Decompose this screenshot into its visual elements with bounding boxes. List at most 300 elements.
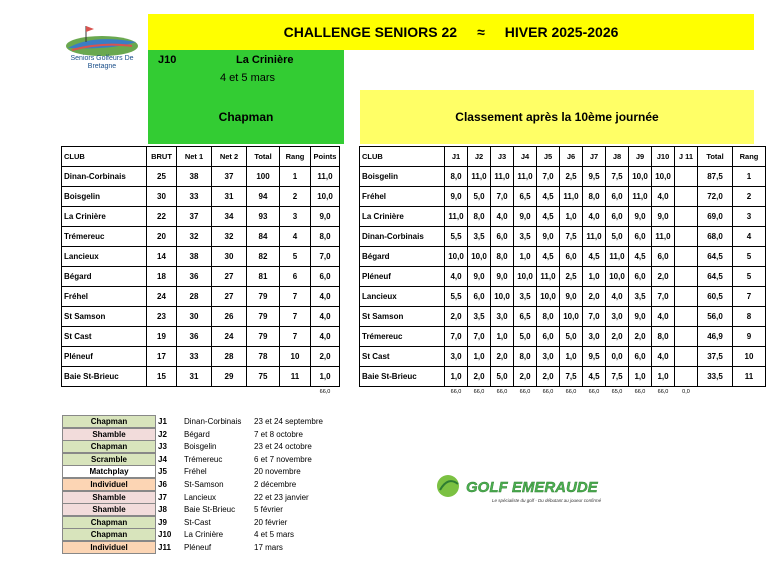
standings-row — [360, 187, 766, 207]
round-table-header: CLUB — [62, 147, 147, 167]
standings-cell: 3,5 — [468, 307, 491, 327]
standings-row — [360, 327, 766, 347]
standings-cell: 1,0 — [468, 347, 491, 367]
title-symbol: ≈ — [477, 24, 485, 40]
round-table-cell: 79 — [247, 307, 280, 327]
standings-cell: 6,5 — [514, 187, 537, 207]
round-table-cell: 18 — [147, 267, 177, 287]
standings-cell: 2 — [733, 187, 766, 207]
standings-cell: 7,5 — [560, 227, 583, 247]
round-table-cell: 11,0 — [311, 167, 340, 187]
standings-row — [360, 287, 766, 307]
round-table-cell: 6,0 — [311, 267, 340, 287]
calendar-format-badge: Chapman — [62, 440, 156, 453]
round-table-cell: Pléneuf — [62, 347, 147, 367]
standings-cell: 11,0 — [514, 167, 537, 187]
calendar-club: Bégard — [184, 429, 210, 439]
round-table-row — [62, 347, 340, 367]
standings-header: J10 — [652, 147, 675, 167]
calendar-format-badge: Individuel — [62, 478, 156, 491]
standings-cell: 11,0 — [445, 207, 468, 227]
standings-cell: 4,5 — [537, 247, 560, 267]
calendar-row — [62, 428, 362, 441]
round-table-row — [62, 287, 340, 307]
standings-cell: 6,0 — [629, 227, 652, 247]
standings-header: J 11 — [675, 147, 698, 167]
round-table-row — [62, 247, 340, 267]
sponsor-tagline: Le spécialiste du golf - Du débutant au joueur confirmé — [492, 498, 602, 503]
round-table-cell: 30 — [177, 307, 212, 327]
standings-cell: 4,0 — [491, 207, 514, 227]
standings-cell: 4,0 — [583, 207, 606, 227]
standings-cell — [675, 287, 698, 307]
round-table-cell: 26 — [212, 307, 247, 327]
calendar-format-badge: Shamble — [62, 503, 156, 516]
calendar-format-badge: Chapman — [62, 516, 156, 529]
calendar-date: 20 novembre — [254, 467, 301, 477]
standings-cell: 11,0 — [560, 187, 583, 207]
standings-cell: 56,0 — [698, 307, 733, 327]
calendar-format-badge: Chapman — [62, 415, 156, 428]
round-table-cell: 10 — [280, 347, 311, 367]
standings-footer-cell: 65,0 — [611, 389, 623, 395]
standings-cell: 9,0 — [629, 307, 652, 327]
standings-footer-cell: 66,0 — [450, 389, 462, 395]
standings-cell: 11,0 — [629, 187, 652, 207]
standings-cell: 2,0 — [606, 327, 629, 347]
standings-cell: 1,0 — [514, 247, 537, 267]
standings-cell: 3,5 — [514, 287, 537, 307]
round-table-cell: Boisgelin — [62, 187, 147, 207]
round-table-cell: 29 — [212, 367, 247, 387]
calendar-format-badge: Chapman — [62, 528, 156, 541]
standings-cell: 6,0 — [560, 247, 583, 267]
standings-cell: 0,0 — [606, 347, 629, 367]
round-table-header: Rang — [280, 147, 311, 167]
standings-cell: Fréhel — [360, 187, 445, 207]
standings-cell — [675, 227, 698, 247]
standings-cell — [675, 307, 698, 327]
standings-cell — [675, 327, 698, 347]
standings-cell: 9,5 — [583, 347, 606, 367]
standings-cell: 1,0 — [445, 367, 468, 387]
round-table-cell: 7,0 — [311, 247, 340, 267]
round-date: 4 et 5 mars — [220, 72, 276, 84]
logo-text: Seniors Golfeurs De Bretagne — [70, 55, 134, 70]
standings-cell: 4,5 — [583, 247, 606, 267]
calendar-round: J4 — [158, 454, 167, 464]
round-table-cell: 81 — [247, 267, 280, 287]
round-table-row — [62, 327, 340, 347]
calendar-date: 17 mars — [254, 543, 283, 552]
standings-header: J4 — [514, 147, 537, 167]
standings-cell: 1 — [733, 167, 766, 187]
calendar-date: 6 et 7 novembre — [254, 454, 312, 464]
calendar-row — [62, 440, 362, 453]
round-table-cell: 4,0 — [311, 307, 340, 327]
round-table-header: Points — [311, 147, 340, 167]
standings-header: J8 — [606, 147, 629, 167]
standings-cell — [675, 167, 698, 187]
standings-cell: 2,0 — [445, 307, 468, 327]
calendar-format-badge: Shamble — [62, 491, 156, 504]
standings-cell: 3,5 — [629, 287, 652, 307]
standings-cell: 4,0 — [652, 307, 675, 327]
standings-cell: 10,0 — [629, 167, 652, 187]
standings-cell: 7,0 — [468, 327, 491, 347]
standings-footer-cell: 66,0 — [496, 389, 508, 395]
standings-cell: 11 — [733, 367, 766, 387]
round-table-cell: 36 — [177, 327, 212, 347]
standings-cell: 2,0 — [629, 327, 652, 347]
round-table-cell: 93 — [247, 207, 280, 227]
round-table-row — [62, 187, 340, 207]
round-table-cell: 11 — [280, 367, 311, 387]
standings-cell: 5,5 — [445, 227, 468, 247]
round-table-header: Total — [247, 147, 280, 167]
standings-cell: 11,0 — [583, 227, 606, 247]
standings-cell: 7,0 — [652, 287, 675, 307]
standings-cell: 8,0 — [652, 327, 675, 347]
calendar-round: J3 — [158, 442, 167, 452]
standings-table — [359, 146, 766, 397]
standings-cell: 8,0 — [583, 187, 606, 207]
standings-cell: 2,0 — [652, 267, 675, 287]
round-table-row — [62, 167, 340, 187]
round-table-cell: 100 — [247, 167, 280, 187]
round-table-cell: 84 — [247, 227, 280, 247]
round-table-cell: 3 — [280, 207, 311, 227]
standings-cell: 4,5 — [537, 207, 560, 227]
calendar-format-badge: Shamble — [62, 428, 156, 441]
standings-cell: 10,0 — [606, 267, 629, 287]
title-left: CHALLENGE SENIORS 22 — [283, 24, 458, 40]
round-table-cell: 75 — [247, 367, 280, 387]
standings-footer-cell: 66,0 — [473, 389, 485, 395]
standings-cell: 3 — [733, 207, 766, 227]
round-table-footer-cell — [62, 387, 147, 398]
standings-cell: Boisgelin — [360, 167, 445, 187]
standings-cell: 6,0 — [606, 187, 629, 207]
standings-header: Rang — [733, 147, 766, 167]
standings-cell: 10,0 — [537, 287, 560, 307]
round-table-cell: 9,0 — [311, 207, 340, 227]
round-table-cell: 27 — [212, 267, 247, 287]
standings-cell: 7,0 — [537, 167, 560, 187]
standings-row — [360, 227, 766, 247]
standings-header: J3 — [491, 147, 514, 167]
round-table-cell: 27 — [212, 287, 247, 307]
standings-footer-cell — [698, 387, 733, 398]
round-table-cell: 1 — [280, 167, 311, 187]
standings-cell: 5,0 — [468, 187, 491, 207]
standings-cell: 1,0 — [629, 367, 652, 387]
standings-cell: 10,0 — [652, 167, 675, 187]
standings-cell — [675, 267, 698, 287]
round-table-cell: 38 — [177, 247, 212, 267]
standings-cell: 10,0 — [468, 247, 491, 267]
calendar-row — [62, 491, 362, 504]
standings-cell: 7 — [733, 287, 766, 307]
standings-row — [360, 167, 766, 187]
calendar-round: J7 — [158, 492, 167, 502]
standings-cell: 2,0 — [537, 367, 560, 387]
round-table-cell: 28 — [212, 347, 247, 367]
standings-cell: 64,5 — [698, 247, 733, 267]
standings-cell: 11,0 — [468, 167, 491, 187]
round-table-cell: 22 — [147, 207, 177, 227]
calendar-club: Pléneuf — [184, 543, 212, 552]
round-table-cell: 94 — [247, 187, 280, 207]
calendar-club: Trémereuc — [184, 454, 223, 464]
calendar-format-badge: Scramble — [62, 453, 156, 466]
round-table-row — [62, 307, 340, 327]
round-table-cell: 79 — [247, 287, 280, 307]
standings-cell: 9,0 — [652, 207, 675, 227]
calendar-date: 7 et 8 octobre — [254, 429, 303, 439]
calendar-date: 23 et 24 septembre — [254, 417, 323, 426]
standings-row — [360, 247, 766, 267]
standings-cell: 9 — [733, 327, 766, 347]
calendar-round: J11 — [158, 543, 171, 552]
round-table-cell: 17 — [147, 347, 177, 367]
round-table-header: Net 2 — [212, 147, 247, 167]
standings-cell: 11,0 — [537, 267, 560, 287]
round-table-cell: 33 — [177, 187, 212, 207]
round-table-cell: 82 — [247, 247, 280, 267]
round-table-cell: 8,0 — [311, 227, 340, 247]
standings-cell: 3,0 — [537, 347, 560, 367]
standings-cell: 6,0 — [652, 247, 675, 267]
round-table-cell: 34 — [212, 207, 247, 227]
calendar-date: 2 décembre — [254, 480, 297, 489]
standings-cell: 5,0 — [606, 227, 629, 247]
standings-cell: 60,5 — [698, 287, 733, 307]
standings-footer-cell — [733, 387, 766, 398]
standings-row — [360, 307, 766, 327]
sponsor-name: GOLF EMERAUDE — [466, 479, 598, 496]
round-table-cell: St Cast — [62, 327, 147, 347]
calendar-club: Baie St-Brieuc — [184, 505, 236, 515]
calendar-row — [62, 516, 362, 529]
round-table-cell: Fréhel — [62, 287, 147, 307]
round-table-cell: 4 — [280, 227, 311, 247]
calendar-club: La Crinière — [184, 530, 224, 540]
standings-row — [360, 367, 766, 387]
standings-cell: Trémereuc — [360, 327, 445, 347]
round-table-cell: 32 — [177, 227, 212, 247]
standings-cell — [675, 247, 698, 267]
standings-cell: 9,0 — [514, 207, 537, 227]
round-table-cell: 7 — [280, 287, 311, 307]
standings-footer-cell: 66,0 — [634, 389, 646, 395]
standings-cell: 4 — [733, 227, 766, 247]
title-right: HIVER 2025-2026 — [504, 24, 619, 40]
round-table-cell: 37 — [177, 207, 212, 227]
sponsor-logo — [432, 470, 672, 506]
calendar-row — [62, 415, 362, 428]
round-table-cell: 30 — [212, 247, 247, 267]
round-table-header: Net 1 — [177, 147, 212, 167]
standings-row — [360, 207, 766, 227]
standings-cell: 10,0 — [514, 267, 537, 287]
standings-cell: 46,9 — [698, 327, 733, 347]
standings-row — [360, 347, 766, 367]
round-table-cell: 4,0 — [311, 287, 340, 307]
standings-cell — [675, 347, 698, 367]
round-table-cell: 7 — [280, 327, 311, 347]
round-table-cell: 31 — [177, 367, 212, 387]
standings-cell: 87,5 — [698, 167, 733, 187]
standings-cell: 4,0 — [652, 187, 675, 207]
calendar-round: J6 — [158, 480, 167, 489]
standings-cell: 1,0 — [583, 267, 606, 287]
standings-cell: 8 — [733, 307, 766, 327]
round-table-cell: Dinan-Corbinais — [62, 167, 147, 187]
standings-cell: Dinan-Corbinais — [360, 227, 445, 247]
standings-cell: 6,0 — [629, 267, 652, 287]
round-table-row — [62, 367, 340, 387]
round-table-cell: 6 — [280, 267, 311, 287]
standings-cell: 8,0 — [468, 207, 491, 227]
standings-cell: 4,5 — [629, 247, 652, 267]
calendar-date: 4 et 5 mars — [254, 530, 295, 540]
round-table-cell: 32 — [212, 227, 247, 247]
calendar-round: J1 — [158, 417, 167, 426]
standings-cell: 2,5 — [560, 267, 583, 287]
round-table-cell: St Samson — [62, 307, 147, 327]
standings-cell: 2,0 — [468, 367, 491, 387]
calendar-club: Lancieux — [184, 492, 217, 502]
standings-cell: 69,0 — [698, 207, 733, 227]
round-table-cell: 36 — [177, 267, 212, 287]
standings-cell: 10 — [733, 347, 766, 367]
standings-cell: 9,0 — [629, 207, 652, 227]
calendar-format-badge: Matchplay — [62, 465, 156, 478]
calendar-round: J2 — [158, 429, 167, 439]
standings-cell: 7,5 — [560, 367, 583, 387]
standings-cell: 9,0 — [537, 227, 560, 247]
standings-cell: 10,0 — [491, 287, 514, 307]
standings-cell: 9,0 — [560, 287, 583, 307]
standings-cell: 4,5 — [537, 187, 560, 207]
round-table-footer-cell — [247, 387, 280, 398]
calendar-club: St-Samson — [184, 480, 224, 489]
calendar-club: St-Cast — [184, 517, 211, 527]
standings-cell: 6,0 — [537, 327, 560, 347]
round-table-footer-cell — [147, 387, 177, 398]
standings-footer-cell: 66,0 — [542, 389, 554, 395]
round-table-cell: Trémereuc — [62, 227, 147, 247]
calendar-row — [62, 465, 362, 478]
standings-cell: 6,0 — [491, 227, 514, 247]
standings-footer-cell: 66,0 — [519, 389, 531, 395]
calendar-row — [62, 503, 362, 516]
round-table-cell: 14 — [147, 247, 177, 267]
calendar-date: 20 février — [254, 517, 288, 527]
round-table-cell: 25 — [147, 167, 177, 187]
standings-cell: 1,0 — [491, 327, 514, 347]
standings-cell: 1,0 — [560, 347, 583, 367]
round-table-cell: 20 — [147, 227, 177, 247]
calendar-date: 5 février — [254, 505, 283, 515]
standings-header: CLUB — [360, 147, 445, 167]
round-table-cell: 24 — [212, 327, 247, 347]
standings-cell: St Samson — [360, 307, 445, 327]
round-table-cell: Bégard — [62, 267, 147, 287]
standings-header: J5 — [537, 147, 560, 167]
round-info-panel — [148, 50, 344, 144]
round-venue: La Crinière — [236, 54, 294, 66]
standings-cell: 6,0 — [468, 287, 491, 307]
standings-cell: 72,0 — [698, 187, 733, 207]
round-table-cell: 15 — [147, 367, 177, 387]
standings-cell: 3,5 — [514, 227, 537, 247]
round-table-footer-cell — [212, 387, 247, 398]
standings-cell: 9,0 — [468, 267, 491, 287]
calendar-club: Fréhel — [184, 467, 207, 477]
standings-cell — [675, 187, 698, 207]
standings-cell: 4,0 — [652, 347, 675, 367]
standings-header: J9 — [629, 147, 652, 167]
standings-header: J1 — [445, 147, 468, 167]
standings-cell: 64,5 — [698, 267, 733, 287]
round-table-row — [62, 267, 340, 287]
calendar-format-badge: Individuel — [62, 541, 156, 554]
standings-cell: 1,0 — [652, 367, 675, 387]
round-table-cell: 23 — [147, 307, 177, 327]
round-table-cell: 38 — [177, 167, 212, 187]
round-table-cell: 24 — [147, 287, 177, 307]
round-table-cell: 2,0 — [311, 347, 340, 367]
standings-cell: 8,0 — [514, 347, 537, 367]
round-table-cell: 19 — [147, 327, 177, 347]
standings-cell: 8,0 — [445, 167, 468, 187]
standings-cell: 3,0 — [583, 327, 606, 347]
standings-header: Total — [698, 147, 733, 167]
standings-cell: 5 — [733, 247, 766, 267]
standings-footer-cell — [360, 387, 445, 398]
round-table-cell: 1,0 — [311, 367, 340, 387]
standings-cell: 37,5 — [698, 347, 733, 367]
standings-header: J7 — [583, 147, 606, 167]
round-table-row — [62, 227, 340, 247]
standings-cell: 2,0 — [583, 287, 606, 307]
calendar-round: J8 — [158, 505, 167, 515]
round-number: J10 — [158, 54, 177, 66]
standings-cell: 6,5 — [514, 307, 537, 327]
standings-footer-cell: 66,0 — [565, 389, 577, 395]
round-table-footer-cell — [280, 387, 311, 398]
standings-cell: 11,0 — [652, 227, 675, 247]
standings-cell: St Cast — [360, 347, 445, 367]
standings-cell: 5,5 — [445, 287, 468, 307]
round-format: Chapman — [218, 110, 274, 124]
calendar-row — [62, 528, 362, 541]
standings-title: Classement après la 10ème journée — [360, 90, 754, 144]
standings-cell: 9,5 — [583, 167, 606, 187]
calendar-club: Boisgelin — [184, 442, 217, 452]
round-table-cell: La Crinière — [62, 207, 147, 227]
standings-cell: 11,0 — [491, 167, 514, 187]
round-table-cell: 28 — [177, 287, 212, 307]
standings-cell: 8,0 — [537, 307, 560, 327]
standings-cell: 2,5 — [560, 167, 583, 187]
standings-header: J6 — [560, 147, 583, 167]
standings-cell: 4,0 — [445, 267, 468, 287]
standings-cell — [675, 207, 698, 227]
standings-footer-cell: 66,0 — [588, 389, 600, 395]
